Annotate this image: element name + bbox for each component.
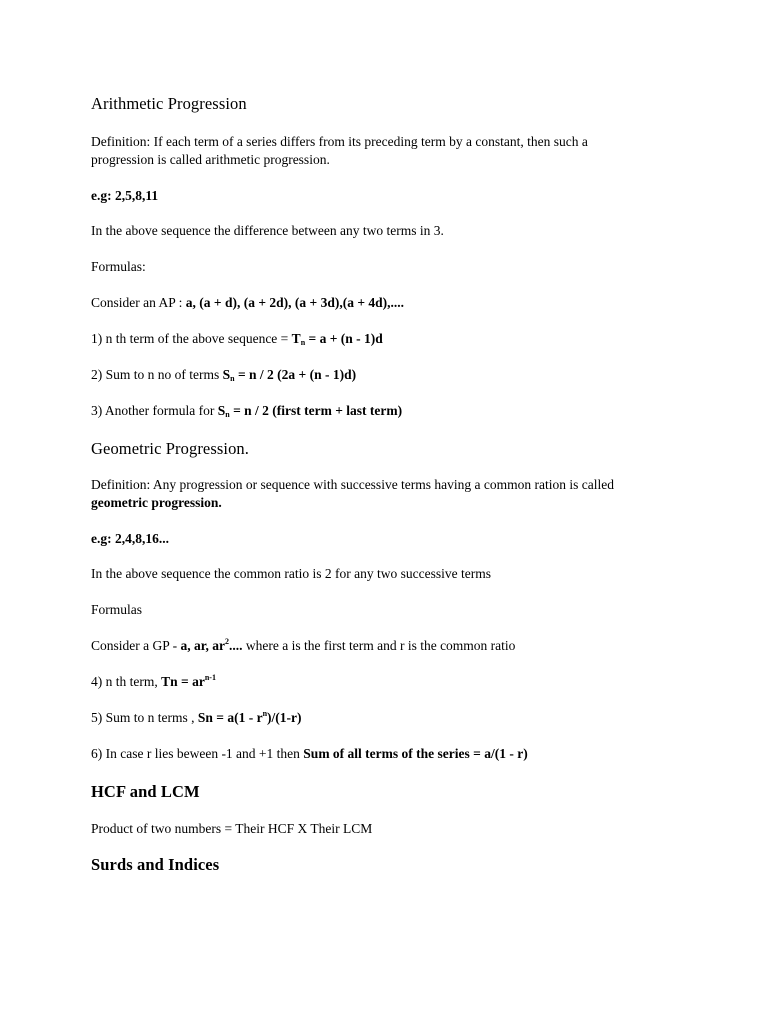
ap-formula-3-subscript: n xyxy=(225,410,230,419)
hcf-text: Product of two numbers = Their HCF X Their LCM xyxy=(91,821,373,836)
ap-formula-3-symbol: S xyxy=(217,403,226,418)
gp-consider-rest: where a is the first term and r is the common ratio xyxy=(242,638,516,653)
ap-formula-3 xyxy=(91,402,402,420)
ap-consider-prefix: Consider an AP : xyxy=(91,295,186,310)
ap-formula-3-expression: = n / 2 (first term + last term) xyxy=(229,403,403,418)
gp-consider-ellipsis: .... xyxy=(229,638,243,653)
ap-formula-1-prefix: 1) n th term of the above sequence = xyxy=(91,331,292,346)
ap-example-text: e.g: 2,5,8,11 xyxy=(91,188,159,203)
gp-formula-5-superscript: n xyxy=(262,709,268,718)
gp-consider xyxy=(91,637,515,655)
ap-formulas-label: Formulas: xyxy=(91,259,146,274)
gp-formula-5-expression-end: )/(1-r) xyxy=(267,710,302,725)
gp-example-text: e.g: 2,4,8,16... xyxy=(91,531,169,546)
heading-surds-indices xyxy=(91,855,219,875)
ap-definition-line-1: Definition: If each term of a series differs from its preceding term by a constant, then such a xyxy=(91,134,588,149)
ap-formula-2-symbol: S xyxy=(222,367,231,382)
ap-formula-1-expression: = a + (n - 1)d xyxy=(305,331,383,346)
gp-formula-4-expression: Tn = ar xyxy=(161,674,205,689)
gp-formula-6-rest: = a/(1 - r) xyxy=(469,746,528,761)
gp-formula-5 xyxy=(91,709,302,727)
ap-consider-sequence: a, (a + d), (a + 2d), (a + 3d),(a + 4d),.... xyxy=(185,295,405,310)
heading-hcf-lcm xyxy=(91,782,200,802)
ap-formula-1-symbol: T xyxy=(291,331,301,346)
heading-arithmetic-progression: Arithmetic Progression xyxy=(91,94,247,113)
heading-hcf-lcm-text: HCF and LCM xyxy=(91,782,200,801)
ap-formula-1-subscript: n xyxy=(300,338,306,347)
gp-formula-5-expression: Sn = a(1 - r xyxy=(197,710,263,725)
gp-consider-prefix: Consider a GP - xyxy=(91,638,181,653)
gp-formula-6 xyxy=(91,745,528,763)
ap-note: In the above sequence the difference between any two terms in 3. xyxy=(91,223,444,238)
ap-formula-2-subscript: n xyxy=(230,374,235,383)
gp-formula-4 xyxy=(91,673,216,691)
gp-formula-6-bold: Sum of all terms of the series xyxy=(303,746,470,761)
gp-consider-superscript: 2 xyxy=(225,637,229,646)
ap-formula-2 xyxy=(91,366,356,384)
gp-formula-5-prefix: 5) Sum to n terms , xyxy=(91,710,198,725)
gp-note: In the above sequence the common ratio is 2 for any two successive terms xyxy=(91,566,492,581)
ap-definition-line-2: progression is called arithmetic progression. xyxy=(91,152,330,167)
heading-geometric-progression: Geometric Progression. xyxy=(91,439,249,458)
ap-example xyxy=(91,187,158,205)
gp-formulas-label: Formulas xyxy=(91,602,143,617)
ap-consider xyxy=(91,294,404,312)
gp-formula-6-prefix: 6) In case r lies beween -1 and +1 then xyxy=(91,746,304,761)
heading-surds-indices-text: Surds and Indices xyxy=(91,855,220,874)
gp-definition-line-1: Definition: Any progression or sequence with successive terms having a common ration is called xyxy=(91,477,614,492)
gp-formula-4-superscript: n-1 xyxy=(204,673,216,682)
gp-formula-4-prefix: 4) n th term, xyxy=(91,674,162,689)
ap-formula-2-expression: = n / 2 (2a + (n - 1)d) xyxy=(234,367,357,382)
gp-example xyxy=(91,530,169,548)
gp-definition-line-2 xyxy=(91,494,222,512)
gp-definition-bold: geometric progression. xyxy=(91,495,222,510)
ap-formula-3-prefix: 3) Another formula for xyxy=(91,403,218,418)
gp-consider-sequence: a, ar, ar xyxy=(180,638,225,653)
ap-formula-1 xyxy=(91,330,383,348)
ap-formula-2-prefix: 2) Sum to n no of terms xyxy=(91,367,223,382)
